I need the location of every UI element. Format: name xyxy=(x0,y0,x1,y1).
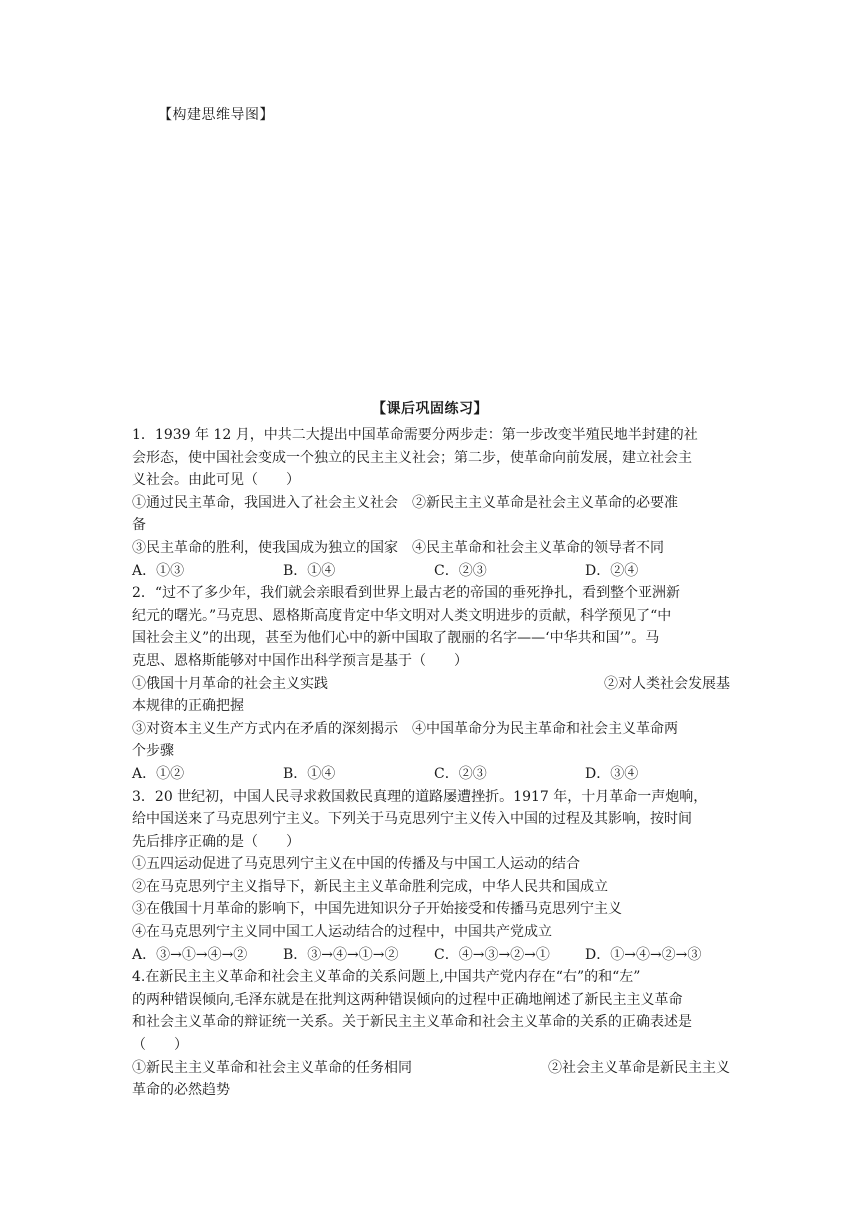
question-1-line: 会形态，使中国社会变成一个独立的民主主义社会；第二步，使革命向前发展，建立社会主 xyxy=(132,449,692,466)
question-4-line: 和社会主义革命的辩证统一关系。关于新民主主义革命和社会主义革命的关系的正确表述是 xyxy=(132,1014,692,1031)
question-3-line: 给中国送来了马克思列宁主义。下列关于马克思列宁主义传入中国的过程及其影响，按时间 xyxy=(132,811,692,828)
question-1-options xyxy=(132,560,730,583)
question-1-line: 备 xyxy=(132,517,146,534)
question-4-item-1: ①新民主主义革命和社会主义革命的任务相同 xyxy=(132,1059,412,1076)
question-2 xyxy=(132,582,730,785)
question-4-line: （ ） xyxy=(132,1037,188,1054)
question-4-line: 的两种错误倾向,毛泽东就是在批判这两种错误倾向的过程中正确地阐述了新民主主义革命 xyxy=(132,991,683,1008)
option-d: D．①→④→②→③ xyxy=(585,946,702,963)
question-2-line: 纪元的曙光。”马克思、恩格斯高度肯定中华文明对人类文明进步的贡献，科学预见了“中 xyxy=(132,607,672,624)
question-4-item-2: ②社会主义革命是新民主主义 xyxy=(548,1059,730,1076)
question-3 xyxy=(132,786,730,967)
option-c: C．②③ xyxy=(434,562,487,579)
question-2-item-2: ②对人类社会发展基 xyxy=(604,675,730,692)
question-4 xyxy=(132,966,730,1102)
question-3-line: ①五四运动促进了马克思列宁主义在中国的传播及与中国工人运动的结合 xyxy=(132,856,580,873)
option-d: D．③④ xyxy=(585,765,639,782)
question-2-item-row xyxy=(132,673,730,696)
question-1-line: ③民主革命的胜利，使我国成为独立的国家 ④民主革命和社会主义革命的领导者不同 xyxy=(132,539,664,556)
question-2-line: 克思、恩格斯能够对中国作出科学预言是基于（ ） xyxy=(132,652,468,669)
question-4-item-row xyxy=(132,1057,730,1080)
question-2-item-4-continued: 个步骤 xyxy=(132,743,174,760)
exercise-heading: 【课后巩固练习】 xyxy=(372,401,488,417)
question-1 xyxy=(132,424,730,582)
question-3-line: ②在马克思列宁主义指导下，新民主主义革命胜利完成，中华人民共和国成立 xyxy=(132,878,608,895)
question-2-item-1: ①俄国十月革命的社会主义实践 xyxy=(132,675,328,692)
mindmap-heading: 【构建思维导图】 xyxy=(158,107,274,123)
option-c: C．②③ xyxy=(434,765,487,782)
question-3-line: 先后排序正确的是（ ） xyxy=(132,833,300,850)
question-1-line: 义社会。由此可见（ ） xyxy=(132,472,300,489)
question-3-options xyxy=(132,944,730,967)
question-3-line: ④在马克思列宁主义同中国工人运动结合的过程中，中国共产党成立 xyxy=(132,924,552,941)
question-2-item-3-4: ③对资本主义生产方式内在矛盾的深刻揭示 ④中国革命分为民主革命和社会主义革命两 xyxy=(132,720,678,737)
question-2-options xyxy=(132,763,730,786)
question-2-line: 2．“过不了多少年，我们就会亲眼看到世界上最古老的帝国的垂死挣扎，看到整个亚洲新 xyxy=(132,585,681,602)
option-c: C．④→③→②→① xyxy=(434,946,550,963)
question-2-line: 国社会主义”的出现，甚至为他们心中的新中国取了靓丽的名字——‘中华共和国’”。马 xyxy=(132,630,660,647)
option-a: A．①② xyxy=(132,765,185,782)
question-3-line: 3．20 世纪初，中国人民寻求救国救民真理的道路屡遭挫折。1917 年，十月革命一声炮响， xyxy=(132,788,708,805)
question-4-line: 4.在新民主主义革命和社会主义革命的关系问题上,中国共产党内存在“右”的和“左” xyxy=(132,969,641,986)
question-1-line: 1．1939 年 12 月，中共二大提出中国革命需要分两步走：第一步改变半殖民地半封建的社 xyxy=(132,427,698,443)
option-b: B．①④ xyxy=(283,765,336,782)
option-a: A．③→①→④→② xyxy=(132,946,248,963)
question-3-line: ③在俄国十月革命的影响下，中国先进知识分子开始接受和传播马克思列宁主义 xyxy=(132,901,622,918)
option-b: B．③→④→①→② xyxy=(283,946,399,963)
question-4-item-2-continued: 革命的必然趋势 xyxy=(132,1082,230,1099)
option-b: B．①④ xyxy=(283,562,336,579)
question-2-item-2-continued: 本规律的正确把握 xyxy=(132,698,244,715)
option-d: D．②④ xyxy=(585,562,639,579)
exercise-content xyxy=(132,424,730,1102)
option-a: A．①③ xyxy=(132,562,185,579)
question-1-line: ①通过民主革命，我国进入了社会主义社会 ②新民主主义革命是社会主义革命的必要准 xyxy=(132,494,678,511)
